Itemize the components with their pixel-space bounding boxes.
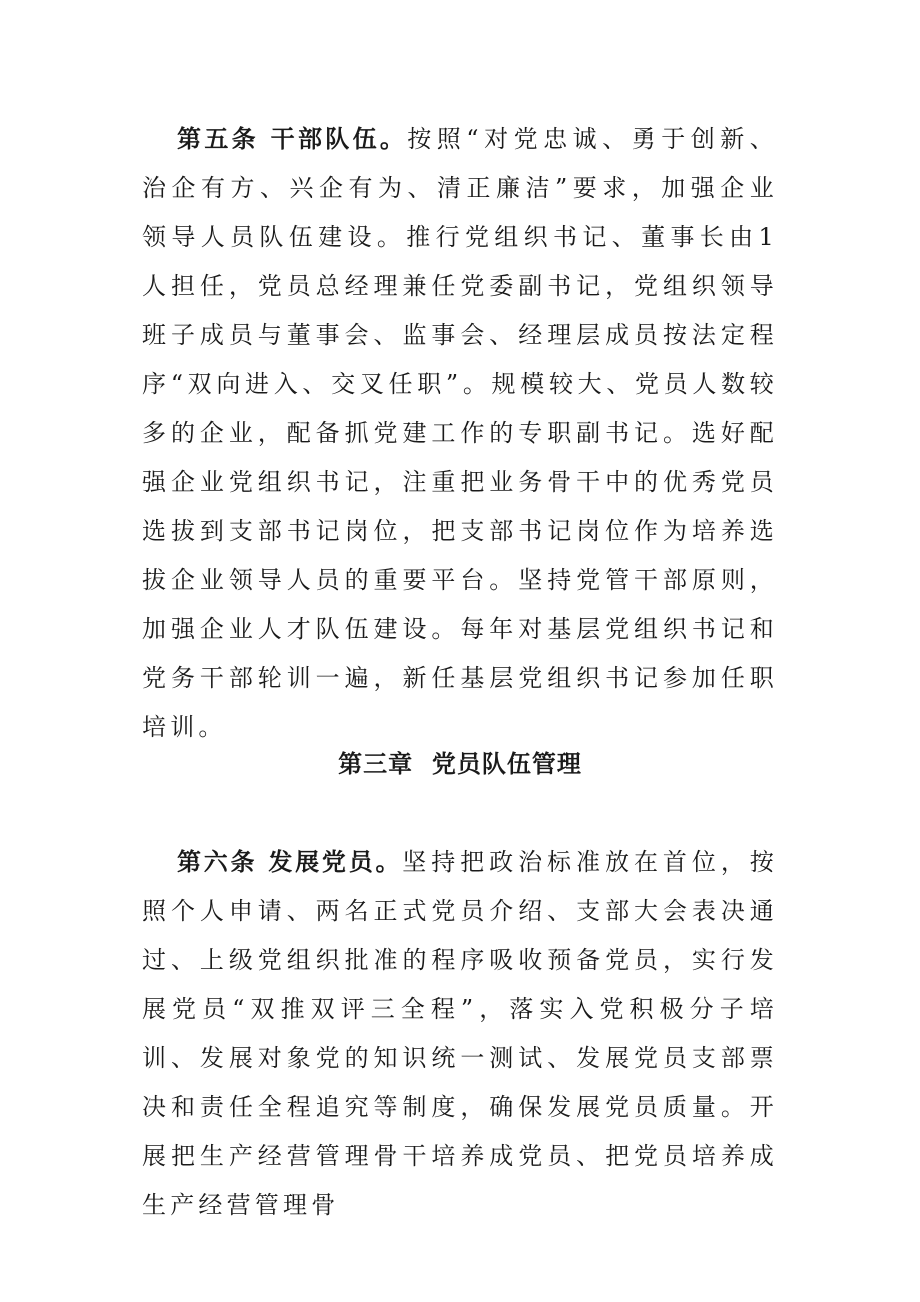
article-6-title: 第六条 发展党员。 bbox=[177, 848, 403, 876]
article-5-body: 按照“对党忠诚、勇于创新、治企有方、兴企有为、清正廉洁”要求，加强企业领导人员队伍建设。推行党组织书记、董事长由1人担任，党员总经理兼任党委副书记，党组织领导班子成员与董事会、监事会、经理层成员按法定程序“双向进入、交叉任职”。规模较大、党员人数较多的企业，配备抓党建工作的专职副书记。选好配强企业党组织书记，注重把业务骨干中的优秀党员选拔到支部书记岗位，把支部书记岗位作为培养选拔企业领导人员的重要平台。坚持党管干部原则，加强企业人才队伍建设。每年对基层党组织书记和党务干部轮训一遍，新任基层党组织书记参加任职培训。 bbox=[142, 125, 779, 741]
article-6-paragraph bbox=[142, 838, 778, 1230]
article-6-body: 坚持把政治标准放在首位，按照个人申请、两名正式党员介绍、支部大会表决通过、上级党组织批准的程序吸收预备党员，实行发展党员“双推双评三全程”，落实入党积极分子培训、发展对象党的知识统一测试、发展党员支部票决和责任全程追究等制度，确保发展党员质量。开展把生产经营管理骨干培养成党员、把党员培养成生产经营管理骨 bbox=[142, 848, 778, 1219]
article-5-title: 第五条 干部队伍。 bbox=[177, 125, 408, 153]
chapter-3-heading: 第三章 党员队伍管理 bbox=[338, 750, 582, 778]
article-5-paragraph bbox=[142, 115, 778, 752]
